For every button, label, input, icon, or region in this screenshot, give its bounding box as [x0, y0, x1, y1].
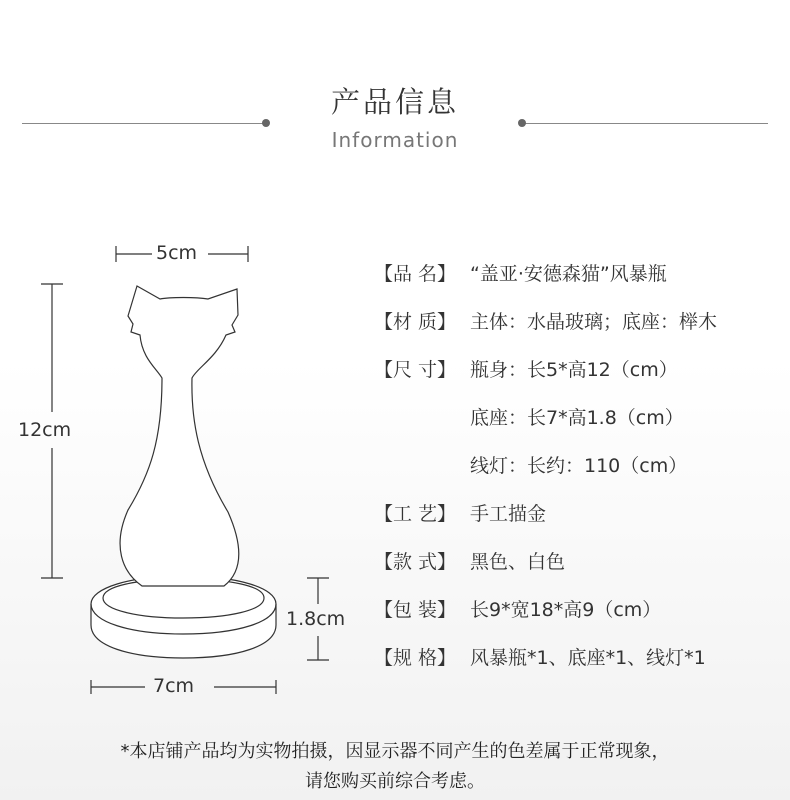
- dim-label-base-width: 7cm: [153, 675, 195, 697]
- spec-value-craft: 手工描金: [470, 503, 547, 525]
- spec-value-size-cord: 线灯：长约：110（cm）: [470, 455, 688, 477]
- spec-label-craft: 【工 艺】: [374, 503, 457, 525]
- divider-left: [22, 123, 266, 124]
- page-title: 产品信息: [330, 85, 459, 119]
- spec-value-package: 长9*宽18*高9（cm）: [470, 599, 662, 621]
- spec-label-material: 【材 质】: [374, 311, 457, 333]
- dim-label-top-width: 5cm: [156, 242, 198, 264]
- spec-value-material: 主体：水晶玻璃；底座：榉木: [470, 311, 718, 333]
- divider-dot-right: [518, 119, 526, 127]
- spec-value-name: “盖亚·安德森猫”风暴瓶: [470, 263, 667, 285]
- cat-bottle: [120, 286, 239, 586]
- product-diagram: [0, 230, 370, 710]
- spec-label-size: 【尺 寸】: [374, 359, 457, 381]
- disclaimer-line-1: *本店铺产品均为实物拍摄，因显示器不同产生的色差属于正常现象，: [120, 741, 670, 762]
- spec-label-package: 【包 装】: [374, 599, 457, 621]
- spec-label-name: 【品 名】: [374, 263, 457, 285]
- page-subtitle: Information: [331, 128, 459, 152]
- dim-label-base-height: 1.8cm: [286, 608, 346, 630]
- spec-value-size-base: 底座：长7*高1.8（cm）: [470, 407, 684, 429]
- spec-value-contents: 风暴瓶*1、底座*1、线灯*1: [470, 647, 706, 669]
- divider-right: [524, 123, 768, 124]
- spec-value-style: 黑色、白色: [470, 551, 566, 573]
- disclaimer-line-2: 请您购买前综合考虑。: [305, 771, 485, 792]
- spec-label-style: 【款 式】: [374, 551, 457, 573]
- spec-value-size-bottle: 瓶身：长5*高12（cm）: [470, 359, 678, 381]
- dim-label-body-height: 12cm: [18, 419, 72, 441]
- spec-label-contents: 【规 格】: [374, 647, 457, 669]
- divider-dot-left: [262, 119, 270, 127]
